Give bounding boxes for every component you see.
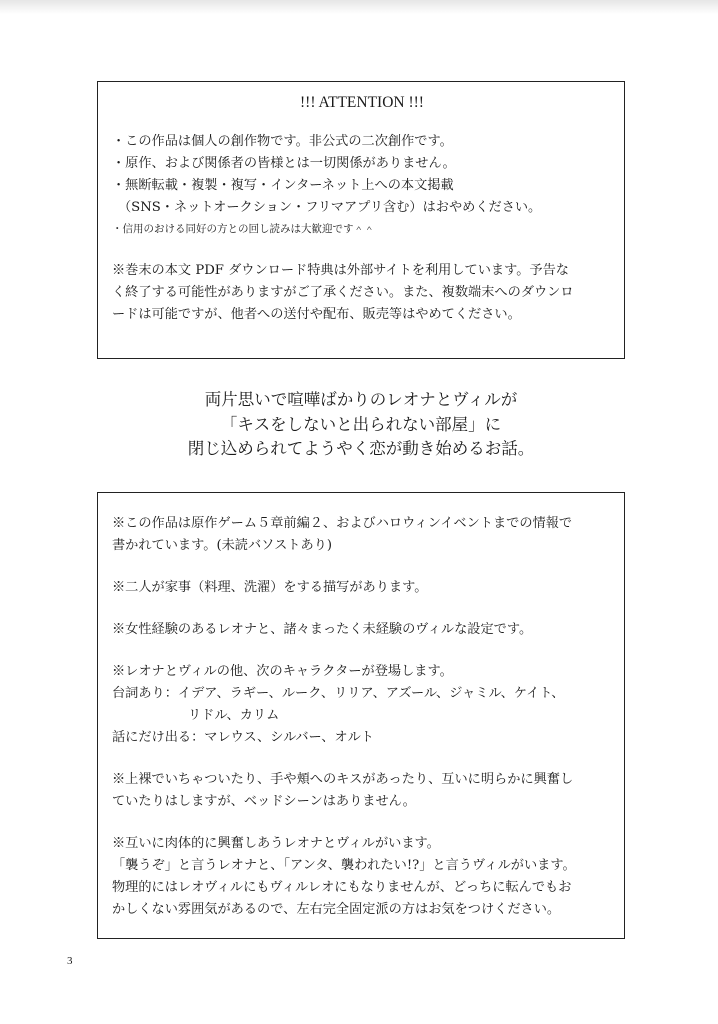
note-setting [112, 619, 614, 641]
download-notice-line-1: ※巻末の本文 PDF ダウンロード特典は外部サイトを利用しています。予告な [112, 263, 569, 278]
note-characters-intro: ※レオナとヴィルの他、次のキャラクターが登場します。 [112, 664, 453, 679]
synopsis-line-1: 両片思いで喧嘩ばかりのレオナとヴィルが [204, 390, 518, 409]
note-source-scope [112, 513, 614, 557]
note-characters [112, 661, 614, 749]
note-characters-speaking-cont: リドル、カリム [188, 708, 280, 723]
download-notice-line-2: く終了する可能性がありますがご了承ください。また、複数端末へのダウンロ [112, 285, 574, 300]
top-edge-shadow [0, 0, 718, 14]
attention-bullet-no-reproduction-cont: （SNS・ネットオークション・フリマアプリ含む）はおやめください。 [118, 200, 542, 215]
note-housework [112, 577, 614, 599]
note-content-level-line-2: ていたりはしますが、ベッドシーンはありません。 [112, 794, 416, 809]
note-pairing-line-3: 物理的にはレオヴィルにもヴィルレオにもなりませんが、どっちに転んでもお [112, 880, 572, 895]
synopsis-line-3: 閉じ込められてようやく恋が動き始めるお話。 [187, 439, 535, 458]
note-pairing-line-1: ※互いに肉体的に興奮しあうレオナとヴィルがいます。 [112, 836, 440, 851]
note-pairing-line-2: 「襲うぞ」と言うレオナと、「アンタ、襲われたい!?」と言うヴィルがいます。 [112, 858, 576, 873]
note-source-scope-line-1: ※この作品は原作ゲーム５章前編２、およびハロウィンイベントまでの情報で [112, 516, 573, 531]
attention-bullet-unaffiliated: ・原作、および関係者の皆様とは一切関係がありません。 [112, 156, 456, 171]
download-notice-line-3: ードは可能ですが、他者への送付や配布、販売等はやめてください。 [112, 307, 521, 322]
attention-title: !!! ATTENTION !!! [300, 94, 424, 111]
synopsis-line-2: 「キスをしないと出られない部屋」に [220, 414, 502, 434]
notes-box [97, 492, 625, 939]
attention-bullet-no-reproduction: ・無断転載・複製・複写・インターネット上への本文掲載 [112, 178, 454, 193]
note-setting-line: ※女性経験のあるレオナと、諸々まったく未経験のヴィルな設定です。 [112, 622, 533, 637]
note-pairing [112, 833, 614, 921]
note-characters-speaking: 台詞あり：イデア、ラギー、ルーク、リリア、アズール、ジャミル、ケイト、 [112, 686, 565, 701]
synopsis [97, 388, 625, 462]
note-content-level-line-1: ※上裸でいちゃついたり、手や頬へのキスがあったり、互いに明らかに興奮し [112, 772, 574, 787]
note-source-scope-line-2: 書かれています。(未読バソストあり) [112, 538, 332, 553]
spacer [112, 239, 612, 260]
attention-bullet-personal-work: ・この作品は個人の創作物です。非公式の二次創作です。 [112, 134, 453, 149]
attention-box [97, 81, 625, 359]
page-number: 3 [67, 955, 73, 967]
attention-bullet-sharing-welcome: ・信用のおける同好の方との回し読みは大歓迎です＾＾ [112, 223, 375, 235]
note-characters-mentioned: 話にだけ出る：マレウス、シルバー、オルト [112, 730, 374, 745]
note-pairing-line-4: かしくない雰囲気があるので、左右完全固定派の方はお気をつけください。 [112, 902, 561, 917]
note-content-level [112, 769, 614, 813]
note-housework-line: ※二人が家事（料理、洗濯）をする描写があります。 [112, 580, 428, 595]
